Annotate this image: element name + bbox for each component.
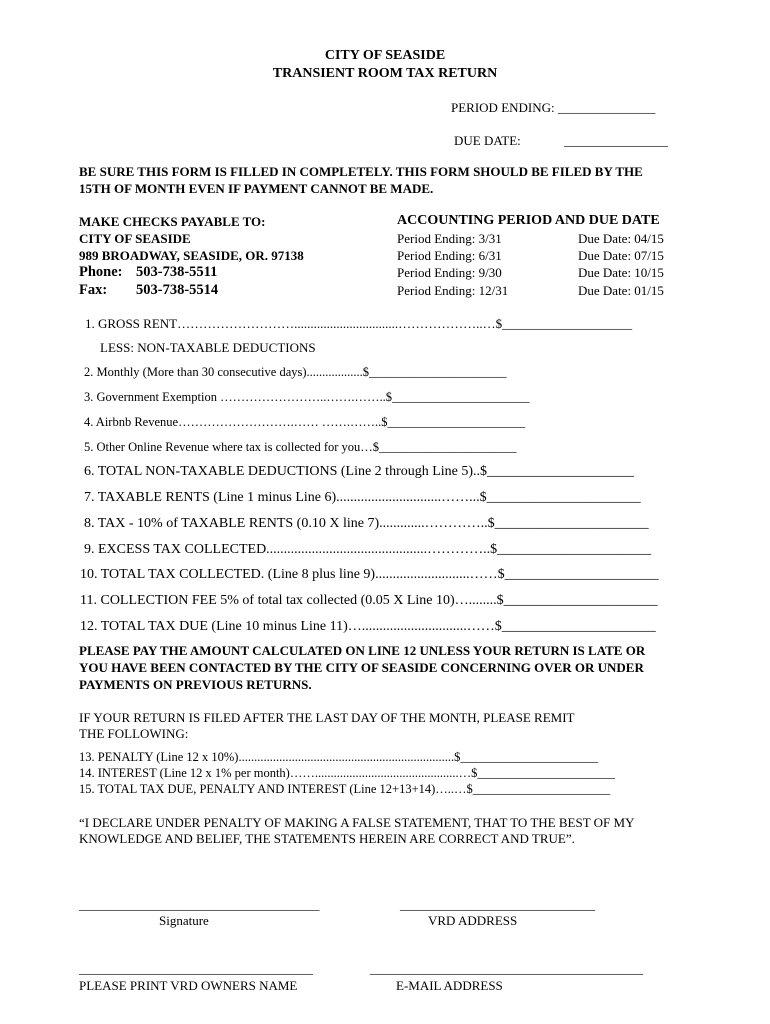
period-row-2: Period Ending: 6/31 bbox=[397, 248, 502, 263]
phone-label: Phone: bbox=[79, 264, 123, 280]
email-line[interactable]: __________________________________________ bbox=[370, 961, 643, 976]
notice-line-1: BE SURE THIS FORM IS FILLED IN COMPLETELY. THIS FORM SHOULD BE FILED BY THE bbox=[79, 164, 643, 179]
fax-number: 503-738-5514 bbox=[136, 282, 219, 298]
declaration-line-2: KNOWLEDGE AND BELIEF, THE STATEMENTS HEREIN ARE CORRECT AND TRUE”. bbox=[79, 831, 575, 846]
period-row-3: Period Ending: 9/30 bbox=[397, 265, 502, 280]
pay-notice-line-2: YOU HAVE BEEN CONTACTED BY THE CITY OF SEASIDE CONCERNING OVER OR UNDER bbox=[79, 660, 644, 675]
vrd-address-label: VRD ADDRESS bbox=[428, 913, 518, 928]
period-ending-field[interactable]: PERIOD ENDING: _______________ bbox=[451, 100, 656, 115]
line-10-total-tax-collected[interactable]: 10. TOTAL TAX COLLECTED. (Line 8 plus line 9)...........................……$______________________ bbox=[80, 567, 659, 582]
form-title: TRANSIENT ROOM TAX RETURN bbox=[272, 66, 498, 81]
due-row-2: Due Date: 07/15 bbox=[578, 248, 664, 263]
line-13-penalty[interactable]: 13. PENALTY (Line 12 x 10%).....................................................................$______________________ bbox=[79, 750, 598, 764]
due-row-4: Due Date: 01/15 bbox=[578, 283, 664, 298]
signature-line[interactable]: _____________________________________ bbox=[79, 897, 320, 912]
line-11-collection-fee[interactable]: 11. COLLECTION FEE 5% of total tax collected (0.05 X Line 10)…........$______________________ bbox=[80, 593, 658, 608]
vrd-address-line[interactable]: ______________________________ bbox=[400, 897, 595, 912]
payable-address: 989 BROADWAY, SEASIDE, OR. 97138 bbox=[79, 248, 304, 263]
signature-label: Signature bbox=[159, 913, 209, 928]
line-7-taxable-rents[interactable]: 7. TAXABLE RENTS (Line 1 minus Line 6)..............................……...$______________________ bbox=[84, 490, 641, 505]
late-notice-line-2: THE FOLLOWING: bbox=[79, 726, 189, 741]
line-14-interest[interactable]: 14. INTEREST (Line 12 x 1% per month)……..............................................…$______________________ bbox=[79, 766, 615, 780]
line-4-airbnb-revenue[interactable]: 4. Airbnb Revenue……………………….…… …….……..$______________________ bbox=[84, 415, 525, 429]
notice-line-2: 15TH OF MONTH EVEN IF PAYMENT CANNOT BE MADE. bbox=[79, 181, 434, 196]
line-3-government-exemption[interactable]: 3. Government Exemption ……………………..…….……..$______________________ bbox=[84, 390, 530, 404]
pay-notice-line-1: PLEASE PAY THE AMOUNT CALCULATED ON LINE 12 UNLESS YOUR RETURN IS LATE OR bbox=[79, 643, 646, 658]
pay-notice-line-3: PAYMENTS ON PREVIOUS RETURNS. bbox=[79, 677, 312, 692]
declaration-line-1: “I DECLARE UNDER PENALTY OF MAKING A FALSE STATEMENT, THAT TO THE BEST OF MY bbox=[79, 815, 635, 830]
due-date-label: DUE DATE: bbox=[454, 133, 521, 148]
deductions-heading: LESS: NON-TAXABLE DEDUCTIONS bbox=[100, 340, 316, 355]
accounting-heading: ACCOUNTING PERIOD AND DUE DATE bbox=[397, 213, 660, 228]
line-12-total-tax-due[interactable]: 12. TOTAL TAX DUE (Line 10 minus Line 11)…..............................……$______________________ bbox=[80, 619, 656, 634]
due-row-1: Due Date: 04/15 bbox=[578, 231, 664, 246]
line-5-other-online-revenue[interactable]: 5. Other Online Revenue where tax is collected for you…$______________________ bbox=[84, 440, 517, 454]
fax-label: Fax: bbox=[79, 282, 108, 298]
late-notice-line-1: IF YOUR RETURN IS FILED AFTER THE LAST DAY OF THE MONTH, PLEASE REMIT bbox=[79, 710, 575, 725]
email-label: E-MAIL ADDRESS bbox=[396, 978, 503, 993]
city-heading: CITY OF SEASIDE bbox=[324, 48, 446, 63]
line-9-excess-tax[interactable]: 9. EXCESS TAX COLLECTED..............................................…………..$______________________ bbox=[84, 542, 652, 557]
line-1-gross-rent[interactable]: 1. GROSS RENT………………………................................………………..…$____________________ bbox=[85, 316, 633, 331]
due-row-3: Due Date: 10/15 bbox=[578, 265, 664, 280]
phone-number: 503-738-5511 bbox=[136, 264, 218, 280]
line-8-tax[interactable]: 8. TAX - 10% of TAXABLE RENTS (0.10 X line 7).............…………..$______________________ bbox=[84, 516, 649, 531]
line-2-monthly[interactable]: 2. Monthly (More than 30 consecutive days)..................$______________________ bbox=[84, 365, 507, 379]
period-row-1: Period Ending: 3/31 bbox=[397, 231, 502, 246]
line-15-total-due[interactable]: 15. TOTAL TAX DUE, PENALTY AND INTEREST (Line 12+13+14)…..…$______________________ bbox=[79, 782, 611, 796]
payable-heading: MAKE CHECKS PAYABLE TO: bbox=[79, 214, 266, 229]
period-row-4: Period Ending: 12/31 bbox=[397, 283, 509, 298]
due-date-field[interactable]: ________________ bbox=[564, 133, 668, 148]
owner-name-label: PLEASE PRINT VRD OWNERS NAME bbox=[79, 978, 298, 993]
payable-name: CITY OF SEASIDE bbox=[79, 231, 191, 246]
line-6-total-deductions[interactable]: 6. TOTAL NON-TAXABLE DEDUCTIONS (Line 2 through Line 5)..$_____________________ bbox=[84, 464, 635, 479]
owner-name-line[interactable]: ____________________________________ bbox=[79, 961, 313, 976]
